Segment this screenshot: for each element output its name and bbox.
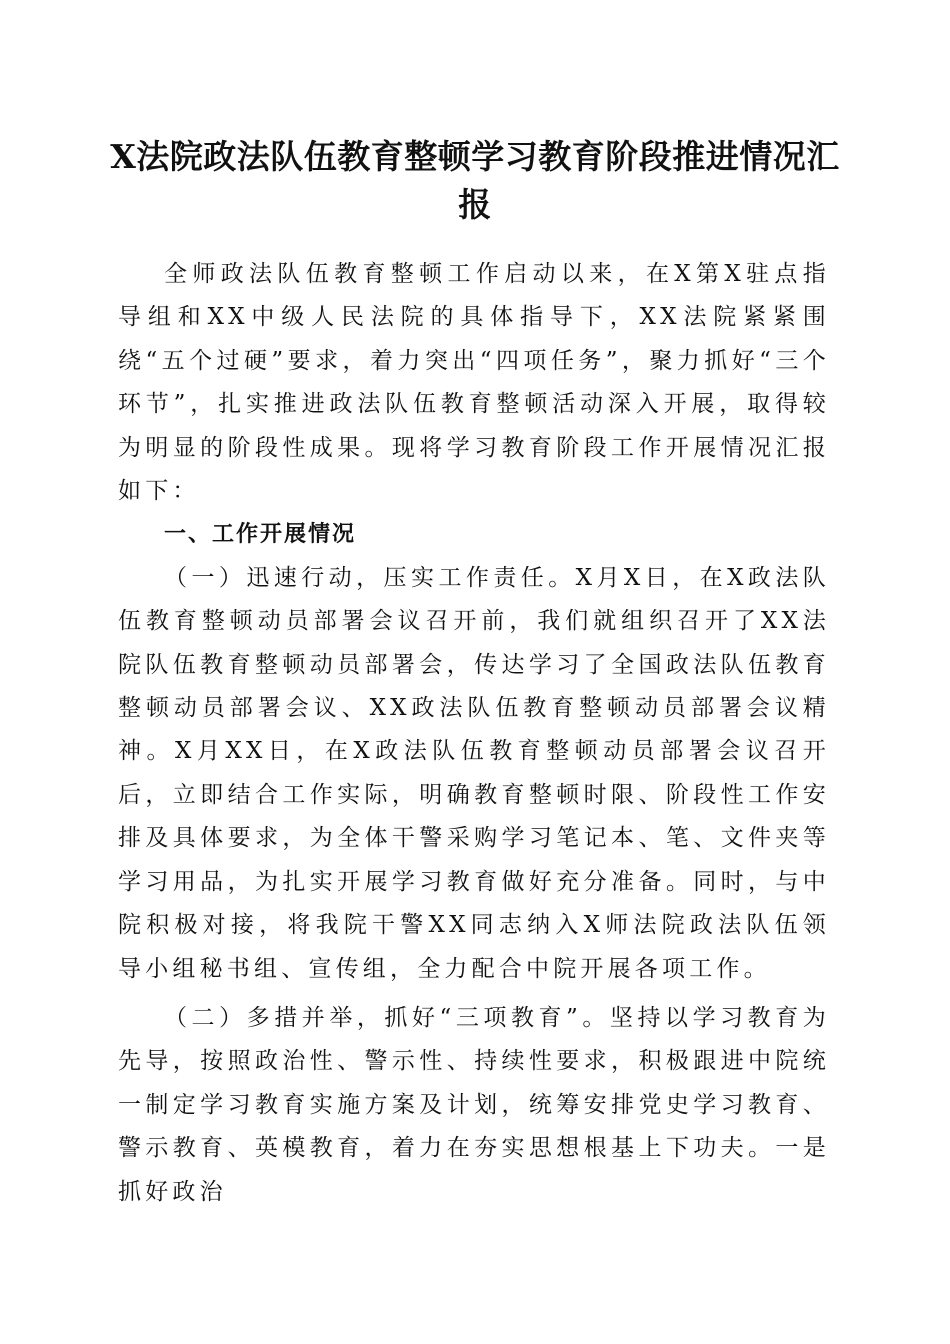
section-heading: 一、工作开展情况: [164, 522, 357, 548]
document-body: [118, 253, 830, 1214]
intro-paragraph: 全师政法队伍教育整顿工作启动以来，在X第X驻点指导组和XX中级人民法院的具体指导下，XX法院紧紧围绕“五个过硬”要求，着力突出“四项任务”，聚力抓好“三个环节”，扎实推进政法队伍教育整顿活动深入开展，取得较为明显的阶段性成果。现将学习教育阶段工作开展情况汇报如下：: [118, 261, 830, 505]
subsection-paragraph-1: （一）迅速行动，压实工作责任。X月X日，在X政法队伍教育整顿动员部署会议召开前，我们就组织召开了XX法院队伍教育整顿动员部署会，传达学习了全国政法队伍教育整顿动员部署会议、XX政法队伍教育整顿动员部署会议精神。X月XX日，在X政法队伍教育整顿动员部署会议召开后，立即结合工作实际，明确教育整顿时限、阶段性工作安排及具体要求，为全体干警采购学习笔记本、笔、文件夹等学习用品，为扎实开展学习教育做好充分准备。同时，与中院积极对接，将我院干警XX同志纳入X师法院政法队伍领导小组秘书组、宣传组，全力配合中院开展各项工作。: [118, 564, 830, 982]
subsection-paragraph-2: （二）多措并举，抓好“三项教育”。坚持以学习教育为先导，按照政治性、警示性、持续性要求，积极跟进中院统一制定学习教育实施方案及计划，统筹安排党史学习教育、警示教育、英模教育，着力在夯实思想根基上下功夫。一是抓好政治: [118, 1004, 830, 1205]
document-title: X法院政法队伍教育整顿学习教育阶段推进情况汇报: [110, 137, 840, 224]
